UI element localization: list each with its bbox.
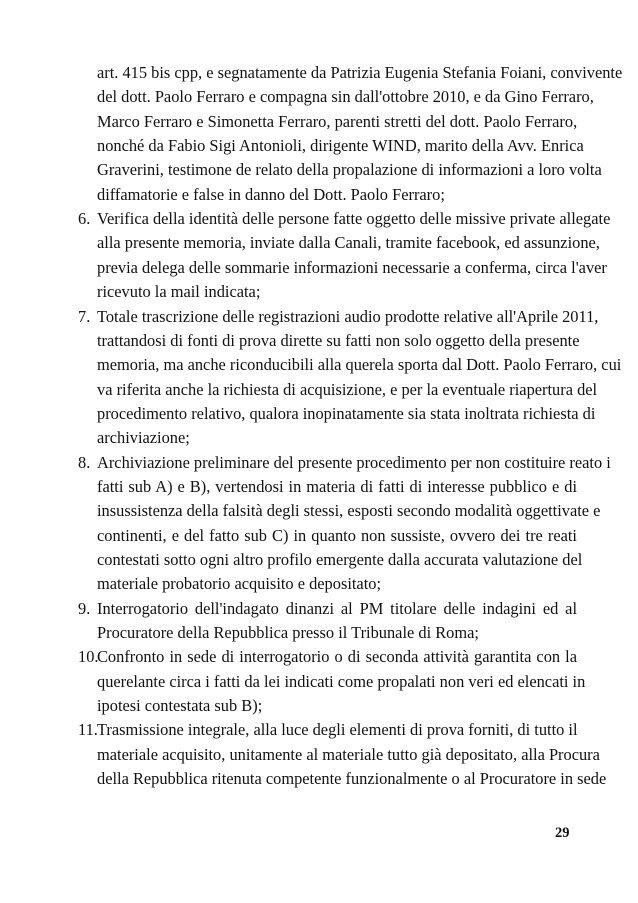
list-item-number: 7. <box>78 306 91 326</box>
text-line: Confronto in sede di interrogatorio o di seconda attività garantita con la <box>97 647 577 667</box>
text-line: alla presente memoria, inviate dalla Canali, tramite facebook, ed assunzione, <box>97 233 600 253</box>
text-line: diffamatorie e false in danno del Dott. Paolo Ferraro; <box>97 184 445 204</box>
text-line: archiviazione; <box>97 428 190 448</box>
text-line: insussistenza della falsità degli stessi, esposti secondo modalità oggettivate e <box>97 501 601 521</box>
list-item-number: 6. <box>78 209 91 229</box>
text-line: previa delega delle sommarie informazioni necessarie a conferma, circa l'aver <box>97 257 607 277</box>
text-line: Procuratore della Repubblica presso il Tribunale di Roma; <box>97 623 479 643</box>
text-line: querelante circa i fatti da lei indicati come propalati non veri ed elencati in <box>97 671 586 691</box>
list-item-number: 10. <box>78 647 99 667</box>
list-item-number: 11. <box>78 720 98 740</box>
list-item-number: 9. <box>78 598 91 618</box>
text-line: contestati sotto ogni altro profilo emergente dalla accurata valutazione del <box>97 550 583 569</box>
text-line: va riferita anche la richiesta di acquisizione, e per la eventuale riapertura del <box>97 379 598 399</box>
text-line: Verifica della identità delle persone fatte oggetto delle missive private allegate <box>97 209 611 229</box>
text-line: Marco Ferraro e Simonetta Ferraro, parenti stretti del dott. Paolo Ferraro, <box>97 111 578 131</box>
text-line: art. 415 bis cpp, e segnatamente da Patrizia Eugenia Stefania Foiani, convivente <box>97 63 623 82</box>
text-line: Graverini, testimone de relato della propalazione di informazioni a loro volta <box>97 160 602 180</box>
page-number: 29 <box>555 825 570 841</box>
text-line: trattandosi di fonti di prova dirette su fatti non solo oggetto della presente <box>97 330 580 350</box>
text-line: fatti sub A) e B), vertendosi in materia di fatti di interesse pubblico e di <box>97 476 577 496</box>
text-line: ricevuto la mail indicata; <box>97 282 261 302</box>
text-line: Interrogatorio dell'indagato dinanzi al PM titolare delle indagini ed al <box>97 598 577 618</box>
list-item-number: 8. <box>78 452 91 472</box>
text-line: nonché da Fabio Sigi Antonioli, dirigente WIND, marito della Avv. Enrica <box>97 136 584 156</box>
text-line: Totale trascrizione delle registrazioni audio prodotte relative all'Aprile 2011, <box>97 306 599 326</box>
text-line: materiale probatorio acquisito e depositato; <box>97 574 382 594</box>
text-line: Archiviazione preliminare del presente procedimento per non costituire reato i <box>97 452 611 472</box>
text-line: ipotesi contestata sub B); <box>97 696 263 716</box>
text-line: Trasmissione integrale, alla luce degli elementi di prova forniti, di tutto il <box>97 720 578 740</box>
text-line: continenti, e del fatto sub C) in quanto non sussiste, ovvero dei tre reati <box>97 525 577 545</box>
text-line: della Repubblica ritenuta competente funzionalmente o al Procuratore in sede <box>97 769 607 789</box>
text-line: procedimento relativo, qualora inopinatamente sia stata inoltrata richiesta di <box>97 403 596 423</box>
text-line: memoria, ma anche riconducibili alla querela sporta dal Dott. Paolo Ferraro, cui <box>97 355 622 375</box>
text-line: materiale acquisito, unitamente al materiale tutto già depositato, alla Procura <box>97 744 600 764</box>
text-line: del dott. Paolo Ferraro e compagna sin dall'ottobre 2010, e da Gino Ferraro, <box>97 87 594 107</box>
